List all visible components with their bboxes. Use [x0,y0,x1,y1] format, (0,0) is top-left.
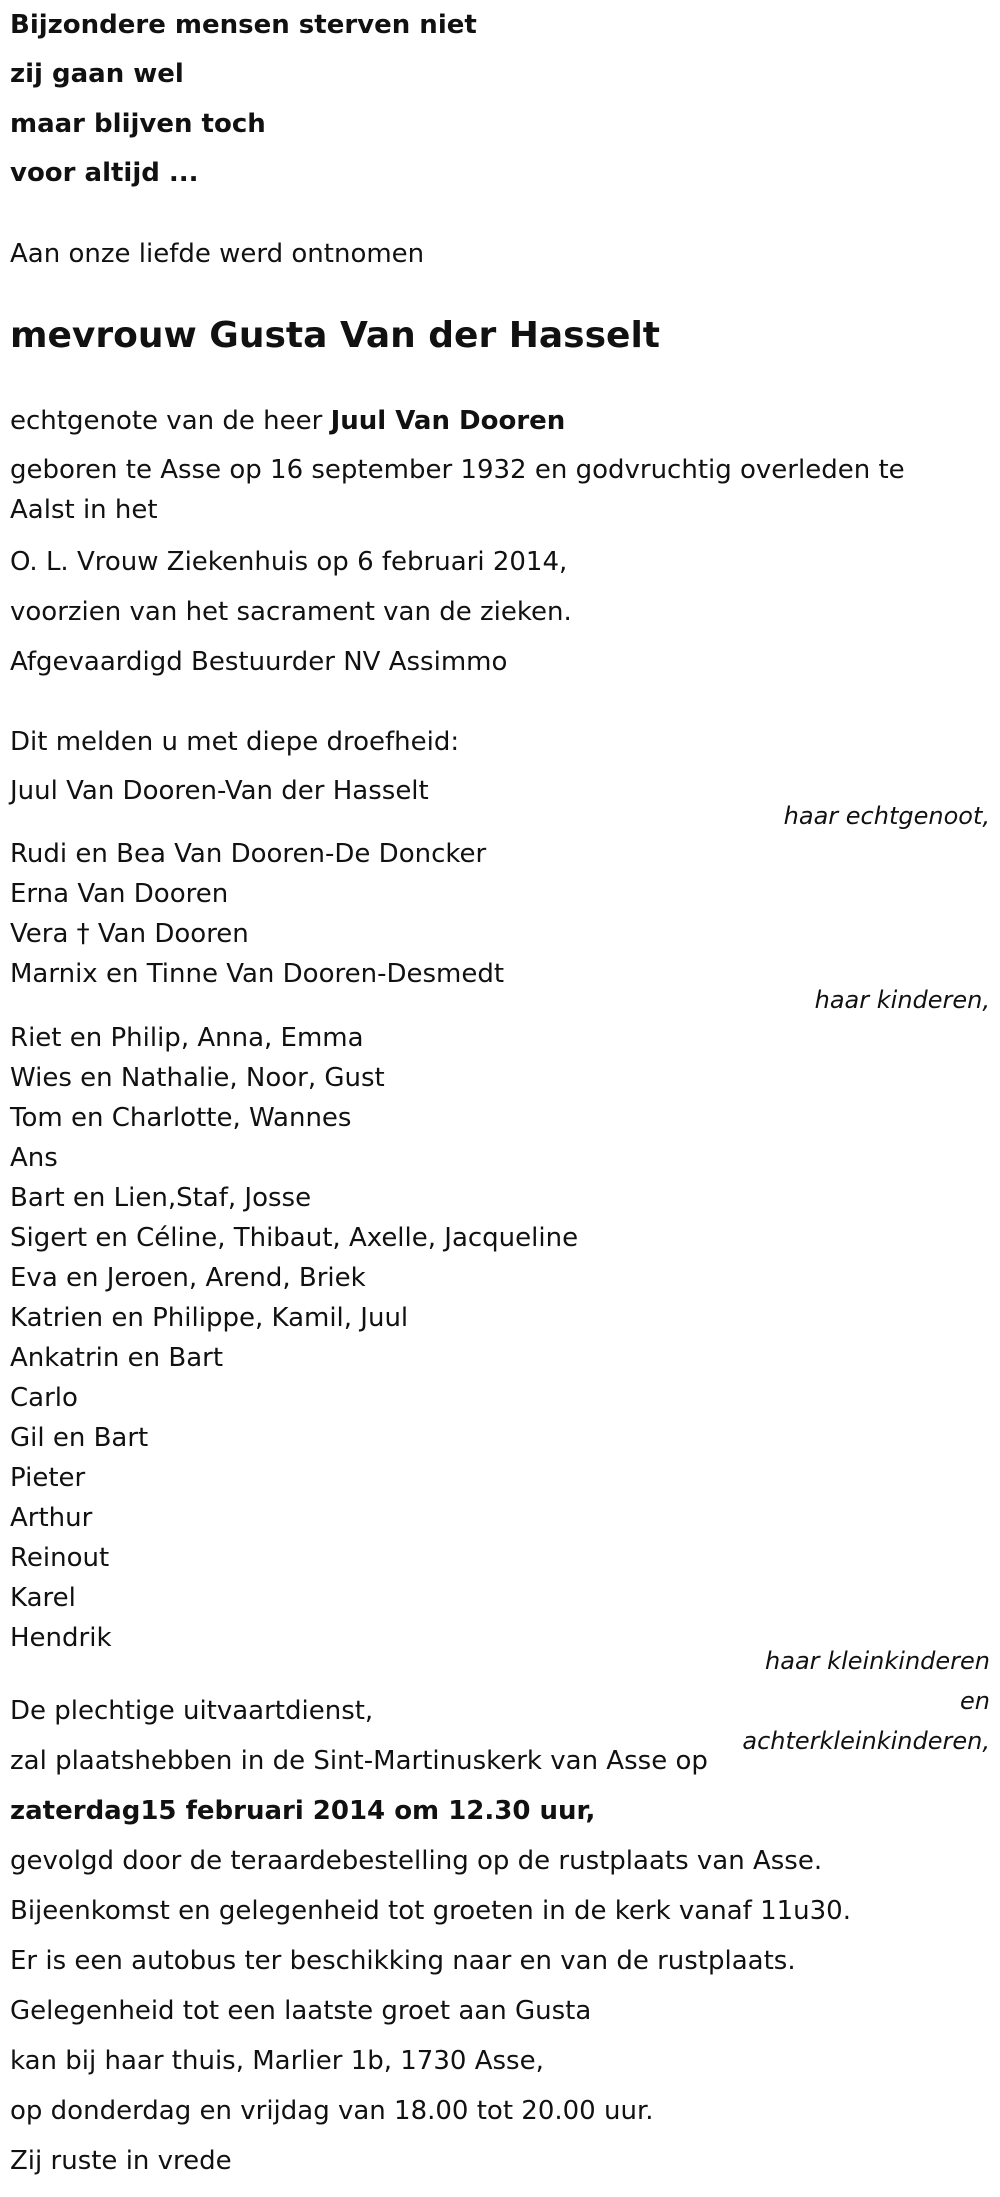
service-line-1: De plechtige uitvaartdienst, [10,1696,374,1726]
list-item: Bart en Lien,Staf, Josse [10,1183,312,1213]
list-item: Eva en Jeroen, Arend, Briek [10,1263,366,1293]
service-line-2: zal plaatshebben in de Sint-Martinuskerk van Asse op [10,1746,708,1776]
great-grandchildren-label: achterkleinkinderen, [742,1727,990,1755]
service-line-3: gevolgd door de teraardebestelling op de rustplaats van Asse. [10,1846,823,1876]
list-item: Gil en Bart [10,1423,149,1453]
visit-line-3: op donderdag en vrijdag van 18.00 tot 20.00 uur. [10,2096,654,2126]
poem-line-3: maar blijven toch [10,109,266,139]
closing-line: Zij ruste in vrede [10,2146,232,2176]
intro-text: Aan onze liefde werd ontnomen [10,239,425,269]
list-item: Riet en Philip, Anna, Emma [10,1023,364,1053]
list-item: Wies en Nathalie, Noor, Gust [10,1063,385,1093]
function-line: Afgevaardigd Bestuurder NV Assimmo [10,647,508,677]
list-item: Ankatrin en Bart [10,1343,224,1373]
list-item: Pieter [10,1463,86,1493]
service-line-4: Bijeenkomst en gelegenheid tot groeten in de kerk vanaf 11u30. [10,1896,851,1926]
list-item: Arthur [10,1503,93,1533]
service-line-5: Er is een autobus ter beschikking naar en van de rustplaats. [10,1946,796,1976]
poem-line-1: Bijzondere mensen sterven niet [10,10,477,40]
list-item: Vera † Van Dooren [10,919,249,949]
list-item: Carlo [10,1383,78,1413]
hospital-line: O. L. Vrouw Ziekenhuis op 6 februari 2014, [10,547,568,577]
list-item: Tom en Charlotte, Wannes [10,1103,352,1133]
children-label: haar kinderen, [814,986,990,1014]
spouse-full-name: Juul Van Dooren-Van der Hasselt [10,776,429,806]
list-item: Marnix en Tinne Van Dooren-Desmedt [10,959,505,989]
spouse-label: haar echtgenoot, [783,802,990,830]
list-item: Rudi en Bea Van Dooren-De Doncker [10,839,487,869]
list-item: Erna Van Dooren [10,879,229,909]
grandchildren-label-and: en [960,1687,990,1715]
birth-line-1: geboren te Asse op 16 september 1932 en godvruchtig overleden te [10,455,905,485]
list-item: Hendrik [10,1623,112,1653]
grandchildren-label: haar kleinkinderen [765,1647,990,1675]
list-item: Karel [10,1583,76,1613]
birth-line-2: Aalst in het [10,495,158,525]
list-item: Katrien en Philippe, Kamil, Juul [10,1303,409,1333]
list-item: Sigert en Céline, Thibaut, Axelle, Jacqueline [10,1223,579,1253]
spouse-line [10,404,565,438]
list-item: Reinout [10,1543,110,1573]
deceased-name: mevrouw Gusta Van der Hasselt [10,315,661,356]
children-list [10,834,504,994]
visit-line-1: Gelegenheid tot een laatste groet aan Gusta [10,1996,592,2026]
spouse-prefix: echtgenote van de heer [10,406,331,436]
list-item: Ans [10,1143,58,1173]
poem-line-4: voor altijd ... [10,158,199,188]
spouse-name: Juul Van Dooren [330,406,566,436]
announce-line: Dit melden u met diepe droefheid: [10,727,460,757]
sacrament-line: voorzien van het sacrament van de zieken. [10,597,572,627]
service-date: zaterdag15 februari 2014 om 12.30 uur, [10,1796,596,1826]
visit-line-2: kan bij haar thuis, Marlier 1b, 1730 Asse, [10,2046,544,2076]
poem-line-2: zij gaan wel [10,59,184,89]
grandchildren-list [10,1018,578,1658]
